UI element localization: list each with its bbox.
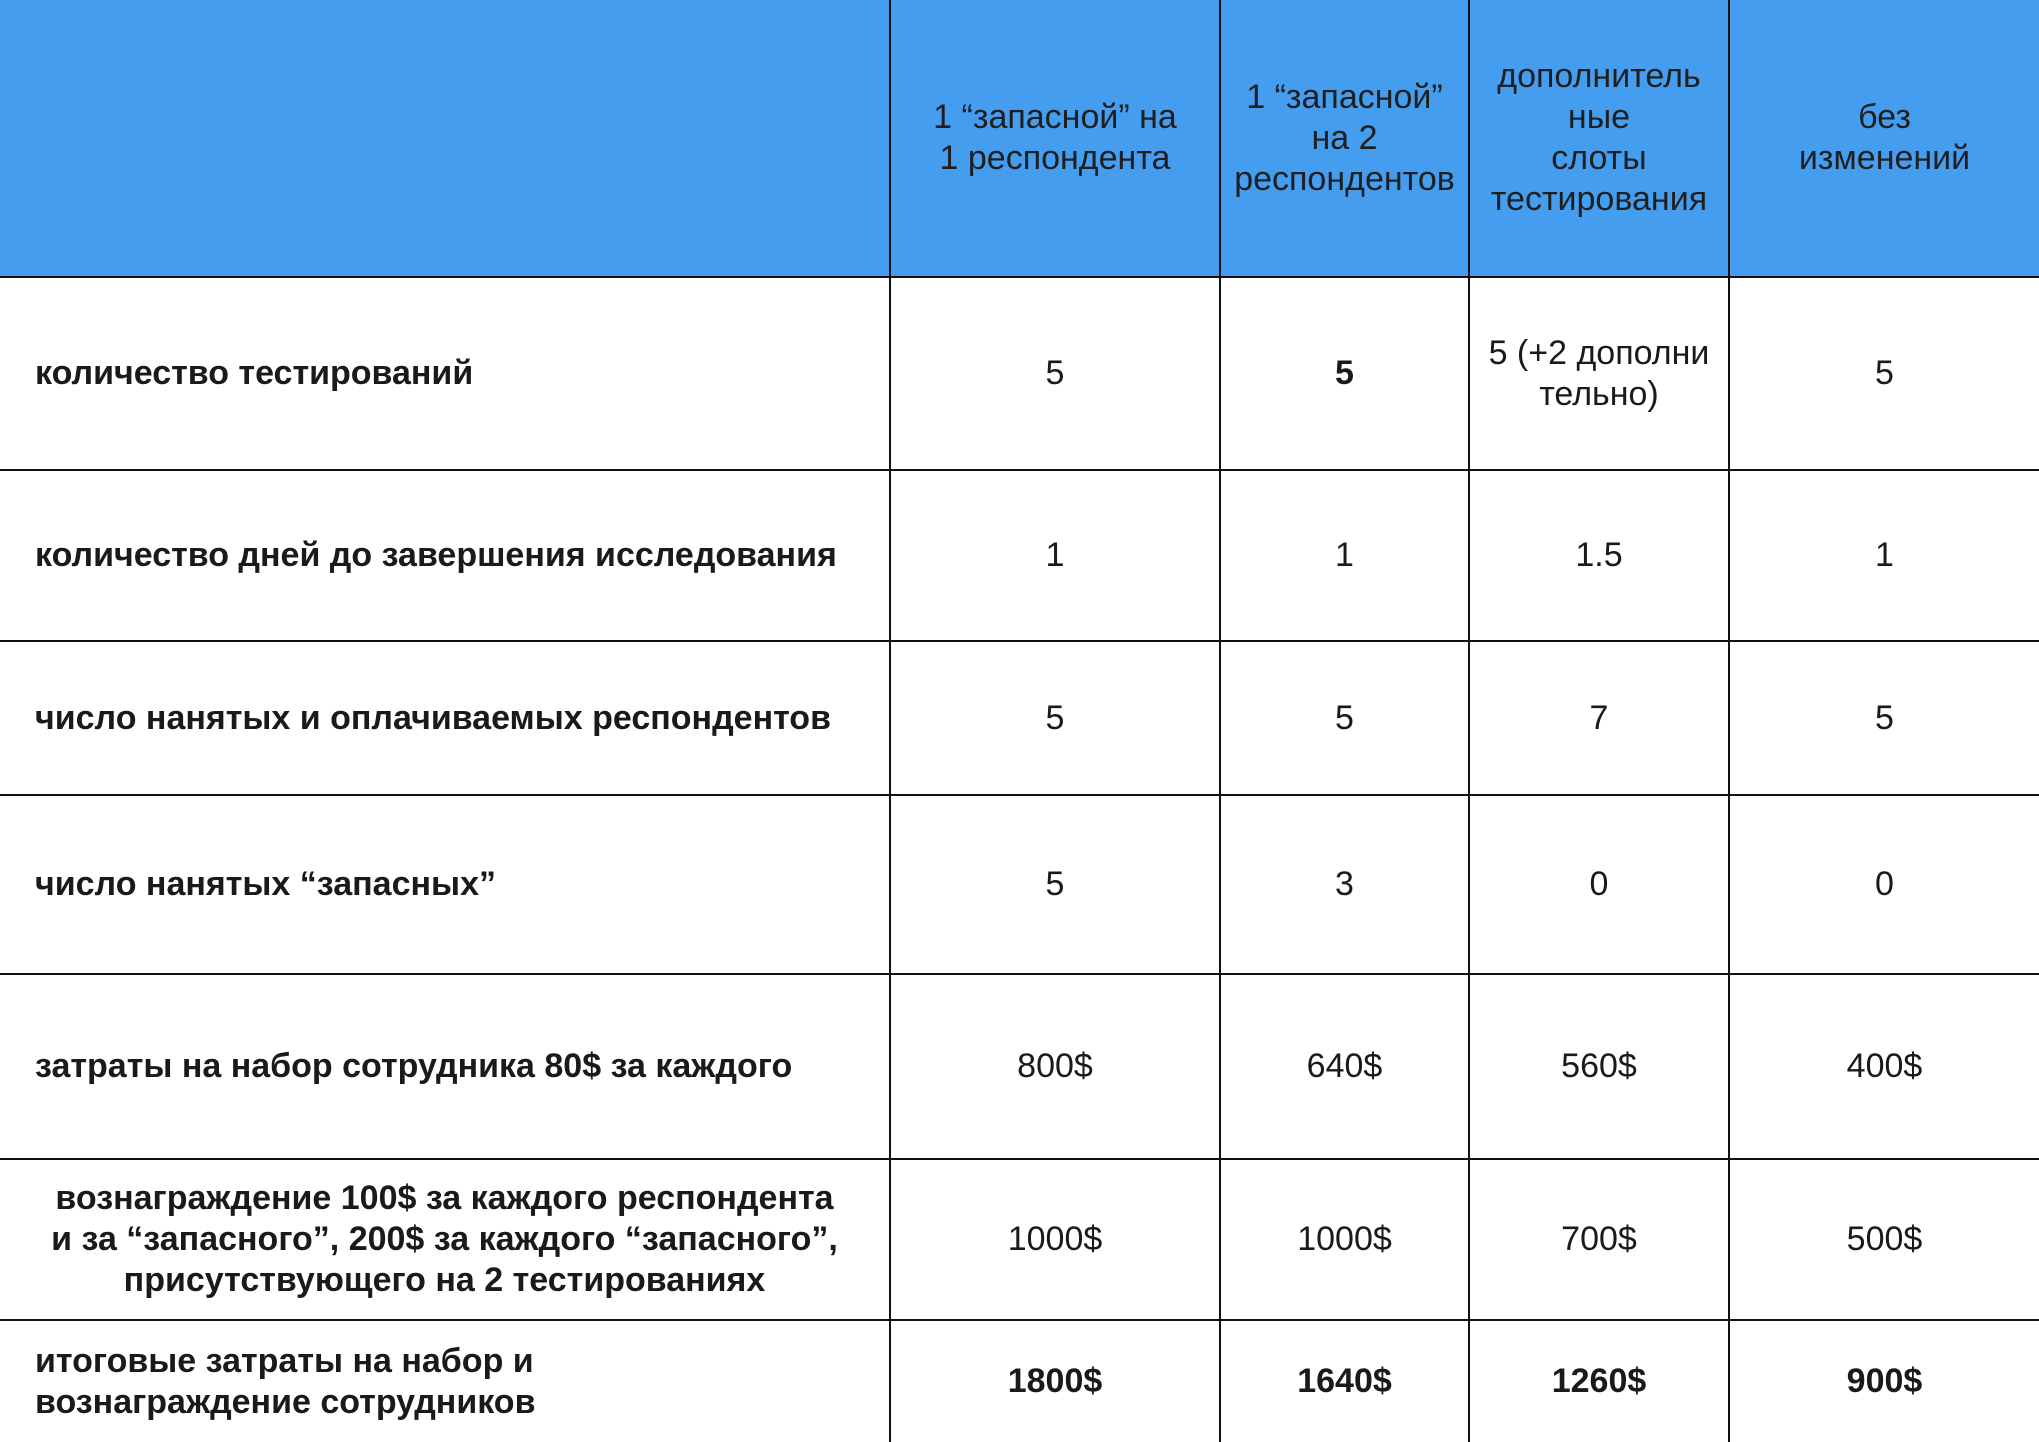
row-label-recruiting-cost: затраты на набор сотрудника 80$ за каждого xyxy=(0,975,891,1160)
table-cell: 1000$ xyxy=(1221,1160,1470,1321)
table-cell: 700$ xyxy=(1470,1160,1730,1321)
table-cell: 500$ xyxy=(1730,1160,2039,1321)
table-cell: 400$ xyxy=(1730,975,2039,1160)
table-cell: 640$ xyxy=(1221,975,1470,1160)
table-cell: 5 xyxy=(891,642,1221,796)
table-cell: 7 xyxy=(1470,642,1730,796)
row-label-hired-paid-respondents: число нанятых и оплачиваемых респондентов xyxy=(0,642,891,796)
table-cell: 5 (+2 дополни тельно) xyxy=(1470,278,1730,471)
table-cell: 1800$ xyxy=(891,1321,1221,1442)
table-cell: 5 xyxy=(1730,278,2039,471)
table-cell: 1640$ xyxy=(1221,1321,1470,1442)
table-cell: 1 xyxy=(1730,471,2039,642)
header-spare-per-respondent: 1 “запасной” на 1 респондента xyxy=(891,0,1221,278)
header-spare-per-two-respondents: 1 “запасной” на 2 респондентов xyxy=(1221,0,1470,278)
table-cell: 3 xyxy=(1221,796,1470,975)
table-cell: 900$ xyxy=(1846,1362,1923,1400)
row-label-test-count: количество тестирований xyxy=(0,278,891,471)
table-cell: 1260$ xyxy=(1470,1321,1730,1442)
table-cell: 0 xyxy=(1730,796,2039,975)
table-cell: 800$ xyxy=(891,975,1221,1160)
table-cell: 1000$ xyxy=(891,1160,1221,1321)
table-cell: 1 xyxy=(891,471,1221,642)
row-label-total-cost: итоговые затраты на набор и вознаграждение сотрудников xyxy=(0,1321,891,1442)
table-cell: 5 xyxy=(891,796,1221,975)
row-label-hired-spares: число нанятых “запасных” xyxy=(0,796,891,975)
table-cell: 5 xyxy=(1221,642,1470,796)
row-label-reward: вознаграждение 100$ за каждого респондента и за “запасного”, 200$ за каждого “запасного”, присутствующего на 2 тестированиях xyxy=(0,1160,891,1321)
header-corner-cell xyxy=(0,0,891,278)
table-cell: 5 xyxy=(1730,642,2039,796)
header-no-changes: без изменений xyxy=(1730,0,2039,278)
table-cell: 0 xyxy=(1470,796,1730,975)
table-cell: 1 xyxy=(1221,471,1470,642)
table-cell: 560$ xyxy=(1470,975,1730,1160)
table-cell: 1.5 xyxy=(1470,471,1730,642)
table-cell: 5 xyxy=(891,278,1221,471)
table-cell: 5 xyxy=(1221,278,1470,471)
row-label-days-to-complete: количество дней до завершения исследования xyxy=(0,471,891,642)
header-extra-test-slots: дополнитель ные слоты тестирования xyxy=(1470,0,1730,278)
